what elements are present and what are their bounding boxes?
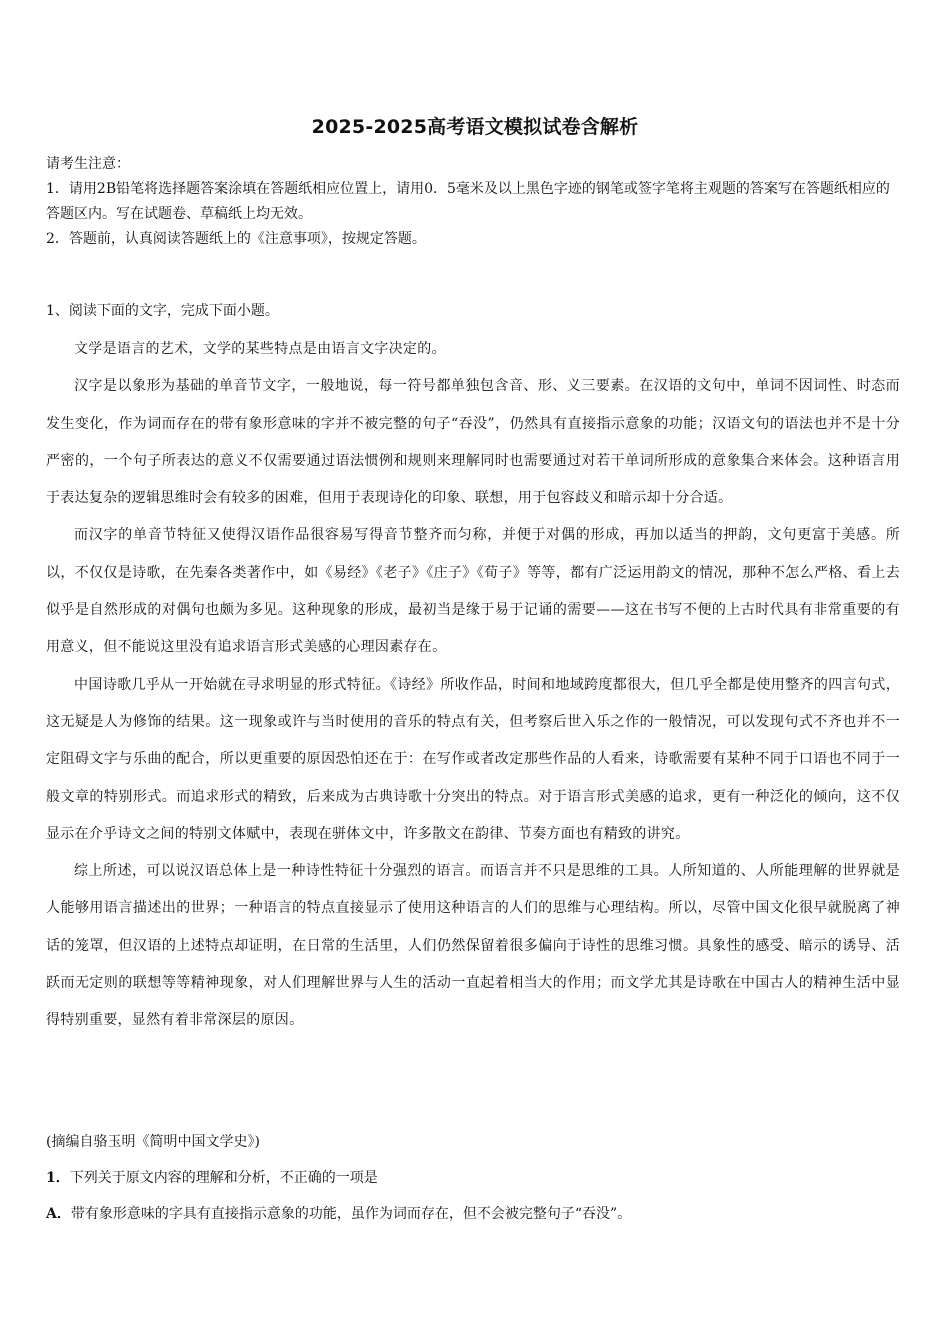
article-paragraph: 文学是语言的艺术，文学的某些特点是由语言文字决定的。 [74,341,446,357]
notice-heading: 请考生注意： [46,156,130,172]
sub-question-number: 1． [46,1170,70,1186]
notice-item-2: 2．答题前，认真阅读答题纸上的《注意事项》，按规定答题。 [46,231,426,247]
article-paragraph: 综上所述，可以说汉语总体上是一种诗性特征十分强烈的语言。而语言并不只是思维的工具。人所知道的、人所能理解的世界就是人能够用语言描述出的世界；一种语言的特点直接显示了使用这种语言的人们的思维与心理结构。所以，尽管中国文化很早就脱离了神话的笼罩，但汉语的上述特点却证明，在日常的生活里，人们仍然保留着很多偏向于诗性的思维习惯。具象性的感受、暗示的诱导、活跃而无定则的联想等等精神现象，对人们理解世界与人生的活动一直起着相当大的作用；而文学尤其是诗歌在中国古人的精神生活中显得特别重要，显然有着非常深层的原因。 [46,863,900,1029]
sub-question-text: 下列关于原文内容的理解和分析，不正确的一项是 [69,1170,378,1186]
page-title: 2025-2025高考语文模拟试卷含解析 [311,116,639,138]
article-paragraph: 中国诗歌几乎从一开始就在寻求明显的形式特征。《诗经》所收作品，时间和地域跨度都很大，但几乎全都是使用整齐的四言句式，这无疑是人为修饰的结果。这一现象或许与当时使用的音乐的特点有关，但考察后世入乐之作的一般情况，可以发现句式不齐也并不一定阻碍文字与乐曲的配合，所以更重要的原因恐怕还在于：在写作或者改定那些作品的人看来，诗歌需要有某种不同于口语也不同于一般文章的特别形式。而追求形式的精致，后来成为古典诗歌十分突出的特点。对于语言形式美感的追求，更有一种泛化的倾向，这不仅显示在介乎诗文之间的特别文体赋中，表现在骈体文中，许多散文在韵律、节奏方面也有精致的讲究。 [46,676,900,842]
notice-section [46,152,896,252]
article-paragraph: 而汉字的单音节特征又使得汉语作品很容易写得音节整齐而匀称，并便于对偶的形成，再加以适当的押韵，文句更富于美感。所以，不仅仅是诗歌，在先秦各类著作中，如《易经》《老子》《庄子》《荀子》等等，都有广泛运用韵文的情况，那种不怎么严格、看上去似乎是自然形成的对偶句也颇为多见。这种现象的形成，最初当是缘于易于记诵的需要——这在书写不便的上古时代具有非常重要的有用意义，但不能说这里没有追求语言形式美感的心理因素存在。 [46,527,900,656]
reading-article [46,331,900,1040]
option-a-label: A． [46,1206,71,1222]
question-intro: 1、阅读下面的文字，完成下面小题。 [46,303,279,319]
option-a [46,1203,896,1225]
article-source: (摘编自骆玉明《简明中国文学史》) [46,1134,260,1150]
option-a-text: 带有象形意味的字具有直接指示意象的功能，虽作为词而存在，但不会被完整句子“吞没”。 [70,1206,632,1222]
sub-question [46,1167,896,1189]
notice-item-1: 1．请用2B铅笔将选择题答案涂填在答题纸相应位置上，请用0．5毫米及以上黑色字迹的钢笔或签字笔将主观题的答案写在答题纸相应的答题区内。写在试题卷、草稿纸上均无效。 [46,181,890,222]
article-paragraph: 汉字是以象形为基础的单音节文字，一般地说，每一符号都单独包含音、形、义三要素。在汉语的文句中，单词不因词性、时态而发生变化，作为词而存在的带有象形意味的字并不被完整的句子“吞没”，仍然具有直接指示意象的功能；汉语文句的语法也并不是十分严密的，一个句子所表达的意义不仅需要通过语法惯例和规则来理解同时也需要通过对若干单词所形成的意象集合来体会。这种语言用于表达复杂的逻辑思维时会有较多的困难，但用于表现诗化的印象、联想，用于包容歧义和暗示却十分合适。 [46,378,900,507]
